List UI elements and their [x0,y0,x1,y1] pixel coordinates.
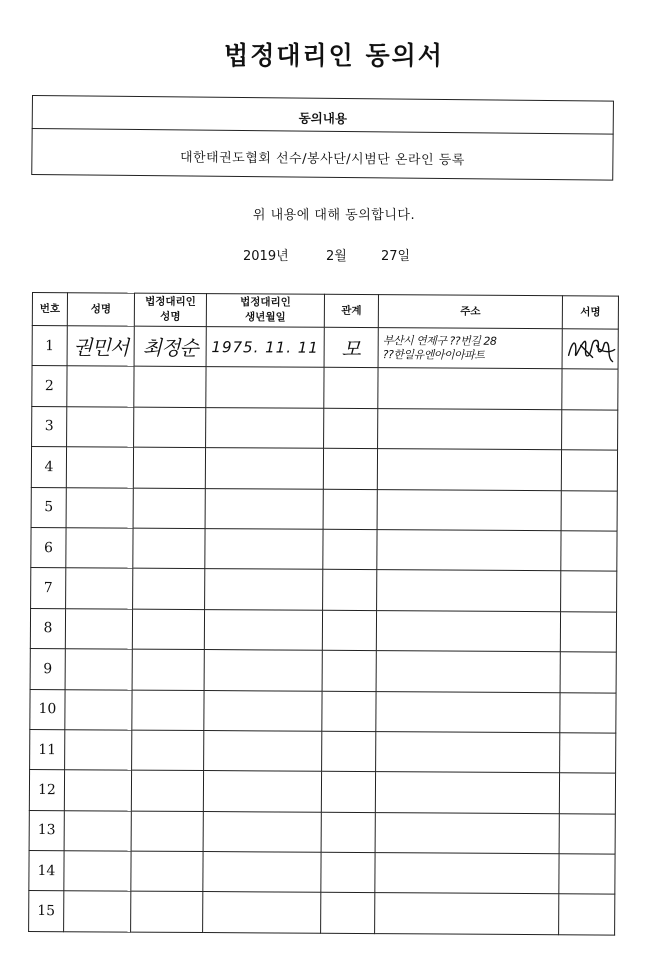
consent-body: 대한태권도협회 선수/봉사단/시범단 온라인 등록 [179,150,465,169]
handwritten-address [379,334,562,363]
cell-address [375,772,559,814]
table-row [29,891,615,935]
cell-name [65,730,132,771]
cell-relation [321,772,375,813]
cell-address [378,408,562,450]
date-day: 27일 [381,249,411,264]
cell-name [64,851,131,892]
cell-no: 10 [30,689,65,730]
cell-name [66,568,133,609]
cell-signature [562,369,618,410]
cell-relation [321,812,375,853]
cell-address [376,732,560,774]
cell-guardian-name [133,447,205,488]
cell-signature [559,813,615,854]
cell-relation [323,570,377,611]
consent-content-box [31,95,614,181]
handwritten-relation: 모 [341,337,361,362]
cell-relation [321,852,375,893]
agree-statement: 위 내용에 대해 동의합니다. [252,208,416,223]
cell-no: 14 [29,851,64,892]
cell-name [66,447,133,488]
cell-address [377,449,561,491]
header-guardian-name [134,293,206,326]
cell-signature [559,894,615,935]
header-no: 번호 [32,293,67,326]
cell-relation [324,327,378,368]
table-row [31,568,617,612]
cell-relation [322,610,376,651]
handwritten-guardian-name: 최정순 [142,335,198,361]
cell-guardian-name [132,649,204,690]
table-row [30,689,616,733]
cell-guardian-birth [205,569,323,610]
cell-signature [561,450,617,491]
table-row [32,366,618,410]
table-row [32,406,618,450]
cell-guardian-birth [204,609,322,650]
cell-guardian-name [132,609,204,650]
cell-guardian-name [133,528,205,569]
cell-guardian-birth [205,488,323,529]
page-title: 법정대리인 동의서 [224,41,444,70]
cell-guardian-birth [204,730,322,771]
cell-address [376,651,560,693]
cell-name [65,689,132,730]
guardian-table-wrap [28,292,618,932]
cell-address [378,328,562,370]
cell-signature [562,329,618,370]
cell-guardian-name [134,326,206,367]
handwritten-signature [563,331,619,367]
table-row [32,326,618,370]
date-month: 2월 [326,249,347,264]
guardian-table [28,292,619,935]
header-guardian-birth [206,294,324,328]
cell-address [377,489,561,531]
table-row [31,527,617,571]
table-row [30,729,616,773]
cell-guardian-name [131,770,203,811]
handwritten-name: 권민서 [73,335,129,360]
cell-relation [323,489,377,530]
header-signature: 서명 [562,296,618,329]
table-row [30,608,616,652]
cell-guardian-name [133,568,205,609]
header-relation: 관계 [324,294,378,327]
cell-name [64,810,131,851]
cell-guardian-birth [203,892,321,933]
header-address: 주소 [378,295,562,329]
cell-relation [322,731,376,772]
table-row [31,447,617,491]
handwritten-birthdate: 1975. 11. 11 [211,337,319,357]
cell-guardian-birth [203,771,321,812]
cell-signature [562,410,618,451]
cell-no: 15 [29,891,64,932]
cell-relation [322,691,376,732]
cell-guardian-birth [206,407,324,448]
date-year: 2019년 [243,249,289,264]
cell-guardian-name [134,407,206,448]
cell-signature [561,490,617,531]
header-name: 성명 [67,293,134,326]
cell-signature [561,571,617,612]
cell-signature [560,611,616,652]
cell-guardian-birth [206,367,324,408]
cell-relation [323,529,377,570]
table-row [29,810,615,854]
cell-name [66,528,133,569]
cell-address [378,368,562,410]
consent-header: 동의내용 [298,110,348,127]
cell-guardian-birth [204,690,322,731]
cell-signature [559,854,615,895]
cell-guardian-name [131,892,203,933]
cell-guardian-birth [203,852,321,893]
cell-relation [323,448,377,489]
cell-address [375,853,559,895]
cell-name [67,366,134,407]
cell-no: 7 [31,568,66,609]
cell-no: 1 [32,326,67,367]
cell-guardian-birth [206,327,324,368]
address-line-2: ??한일유엔아이아파트 [382,347,485,362]
cell-guardian-birth [204,650,322,691]
header-guardian-birth-line2: 생년월일 [245,311,286,324]
cell-no: 11 [30,729,65,770]
cell-signature [561,531,617,572]
cell-no: 2 [32,366,67,407]
cell-name [67,406,134,447]
address-line-1: 부산시 연제구 ??번길 28 [382,333,497,348]
cell-name [66,487,133,528]
table-row [29,851,615,895]
cell-guardian-name [131,811,203,852]
cell-no: 9 [30,649,65,690]
cell-no: 3 [32,406,67,447]
header-guardian-birth-line1: 법정대리인 [240,296,291,309]
cell-relation [324,368,378,409]
cell-guardian-name [131,851,203,892]
cell-address [377,530,561,572]
cell-name [65,608,132,649]
cell-address [376,691,560,733]
cell-signature [560,733,616,774]
cell-guardian-name [132,690,204,731]
cell-no: 8 [30,608,65,649]
cell-name [65,649,132,690]
cell-guardian-birth [205,448,323,489]
cell-address [377,570,561,612]
cell-address [375,893,559,935]
cell-address [376,610,560,652]
cell-no: 4 [31,447,66,488]
cell-signature [559,773,615,814]
cell-relation [324,408,378,449]
cell-no: 12 [29,770,64,811]
table-row [29,770,615,814]
cell-name [67,326,134,367]
cell-guardian-name [134,367,206,408]
header-guardian-name-line1: 법정대리인 [145,295,196,309]
cell-relation [322,650,376,691]
table-row [31,487,617,531]
cell-relation [321,893,375,934]
cell-address [375,812,559,854]
cell-guardian-name [133,488,205,529]
cell-signature [560,692,616,733]
cell-no: 6 [31,527,66,568]
cell-no: 5 [31,487,66,528]
cell-no: 13 [29,810,64,851]
table-header-row [32,293,618,330]
cell-name [64,891,131,932]
cell-name [64,770,131,811]
cell-signature [560,652,616,693]
table-row [30,649,616,693]
cell-guardian-birth [205,529,323,570]
cell-guardian-birth [203,811,321,852]
cell-guardian-name [132,730,204,771]
header-guardian-name-line2: 성명 [160,310,181,323]
